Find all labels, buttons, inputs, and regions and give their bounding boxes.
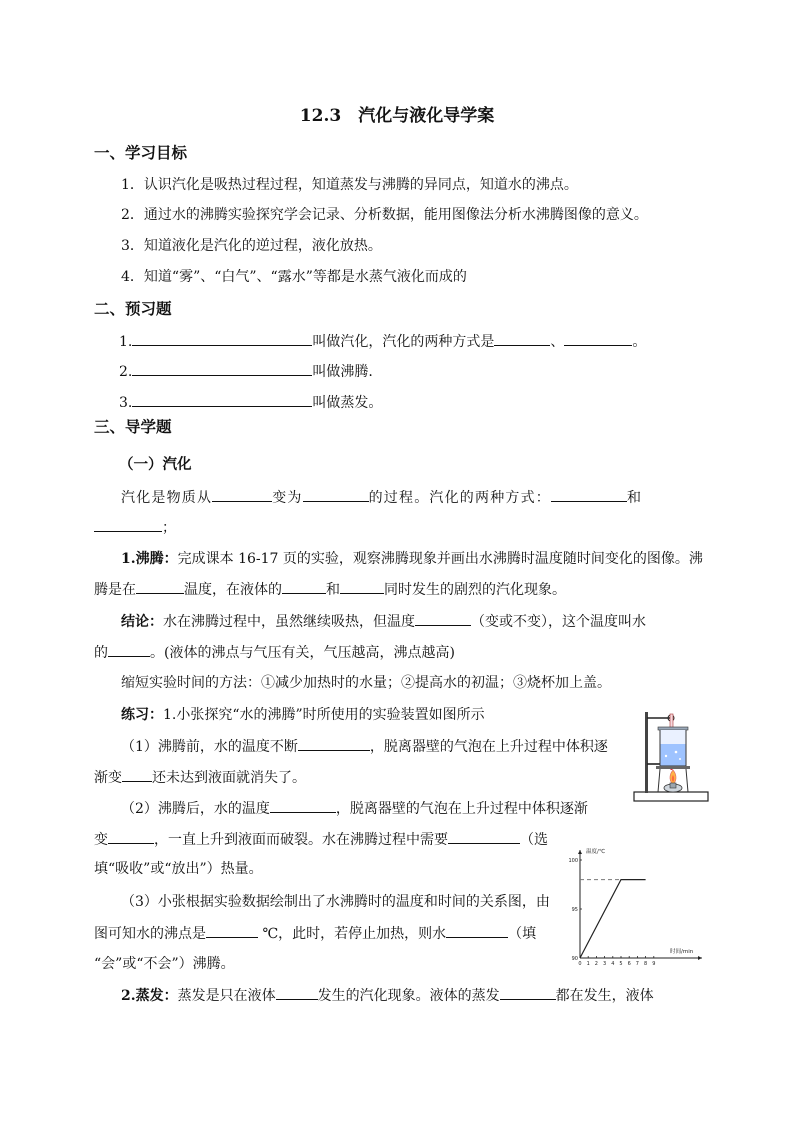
answer-blank[interactable] — [303, 488, 369, 502]
exercise-part-2 — [121, 799, 588, 818]
answer-blank[interactable] — [122, 768, 152, 782]
vaporization-line-2 — [94, 518, 176, 537]
boiling-label: 1.沸腾： — [121, 551, 178, 567]
preview-question-1 — [119, 332, 646, 351]
preview-question-2 — [119, 362, 373, 381]
exercise-part-3: （3）小张根据实验数据绘制出了水沸腾时的温度和时间的关系图，由 — [121, 894, 550, 910]
answer-blank[interactable] — [551, 488, 627, 502]
text: 变为 — [272, 490, 303, 506]
temperature-series-line — [580, 880, 646, 958]
method-line: 缩短实验时间的方法：①减少加热时的水量；②提高水的初温；③烧杯加上盖。 — [121, 675, 611, 691]
text: （2）沸腾后，水的温度 — [121, 801, 270, 817]
x-tick-label: 6 — [627, 961, 631, 967]
x-tick-label: 7 — [635, 961, 639, 967]
y-tick-label: 90 — [571, 956, 578, 962]
text: 同时发生的剧烈的汽化现象。 — [384, 582, 566, 598]
preview-question-3 — [119, 393, 382, 412]
text: 和 — [326, 582, 340, 598]
x-axis-arrow — [698, 956, 702, 960]
period: 。 — [632, 334, 647, 350]
answer-blank[interactable] — [564, 332, 632, 346]
text: ，脱离器壁的气泡在上升过程中体积逐 — [369, 739, 608, 755]
separator: 、 — [550, 334, 565, 350]
x-tick-label: 5 — [619, 961, 623, 967]
x-tick-label: 0 — [578, 961, 582, 967]
answer-blank[interactable] — [500, 986, 556, 1000]
answer-blank[interactable] — [494, 332, 550, 346]
exercise-part-2-cont — [94, 830, 548, 849]
text: 汽化是物质从 — [121, 490, 213, 506]
text: 的过程。汽化的两种方式： — [368, 490, 552, 506]
text: （变或不变），这个温度叫水 — [471, 614, 646, 630]
exercise-part-1 — [121, 737, 608, 756]
x-axis-label: 时间/min — [670, 949, 694, 955]
section-heading-objectives: 一、学习目标 — [94, 143, 188, 162]
exercise-part-3-end: “会”或“不会”）沸腾。 — [94, 956, 235, 972]
text: 蒸发是只在液体 — [177, 988, 276, 1004]
y-tick-label: 100 — [568, 858, 578, 864]
x-tick-label: 4 — [611, 961, 615, 967]
answer-blank[interactable] — [94, 518, 162, 532]
question-number: 1. — [119, 334, 133, 350]
answer-blank[interactable] — [108, 643, 150, 657]
answer-blank[interactable] — [136, 580, 184, 594]
text: （选 — [520, 832, 548, 848]
answer-blank[interactable] — [270, 799, 336, 813]
answer-blank[interactable] — [212, 488, 272, 502]
objective-item: 1．认识汽化是吸热过程过程，知道蒸发与沸腾的异同点，知道水的沸点。 — [121, 177, 578, 193]
text: 和 — [627, 490, 643, 506]
answer-blank[interactable] — [206, 924, 258, 938]
exercise-part-2-end: 填“吸收”或“放出”）热量。 — [94, 861, 263, 877]
question-text: 叫做沸腾. — [312, 364, 373, 380]
answer-blank[interactable] — [132, 362, 312, 376]
section-heading-preview: 二、预习题 — [94, 299, 172, 318]
conclusion-line-2 — [94, 643, 455, 662]
answer-blank[interactable] — [415, 612, 471, 626]
conclusion-label: 结论： — [121, 614, 163, 630]
subsection-heading-vaporization: （一）汽化 — [119, 456, 192, 473]
text: 1.小张探究“水的沸腾”时所使用的实验装置如图所示 — [163, 707, 485, 723]
objective-item: 4．知道“雾”、“白气”、“露水”等都是水蒸气液化而成的 — [121, 269, 467, 285]
section-heading-guide: 三、导学题 — [94, 417, 172, 436]
boiling-apparatus-illustration — [630, 704, 712, 806]
text: 完成课本 16-17 页的实验，观察沸腾现象并画出水沸腾时温度随时间变化的图像。沸 — [177, 551, 703, 567]
objective-item: 2．通过水的沸腾实验探究学会记录、分析数据，能用图像法分析水沸腾图像的意义。 — [121, 207, 648, 223]
x-tick-label: 8 — [644, 961, 648, 967]
temperature-time-chart — [560, 838, 710, 968]
answer-blank[interactable] — [108, 830, 154, 844]
objective-item: 3．知道液化是汽化的逆过程，液化放热。 — [121, 238, 382, 254]
page-title: 12.3 汽化与液化导学案 — [299, 106, 495, 126]
evaporation-line — [121, 986, 654, 1005]
exercise-label: 练习： — [121, 707, 163, 723]
exercise-part-3-cont — [94, 924, 536, 943]
y-axis-arrow — [578, 850, 582, 854]
text: ，一直上升到液面而破裂。水在沸腾过程中需要 — [154, 832, 448, 848]
evaporation-label: 2.蒸发： — [121, 988, 178, 1004]
text: 水在沸腾过程中，虽然继续吸热，但温度 — [163, 614, 415, 630]
y-tick-label: 95 — [571, 907, 578, 913]
question-text: 叫做汽化，汽化的两种方式是 — [312, 334, 495, 350]
text: 发生的汽化现象。液体的蒸发 — [317, 988, 500, 1004]
text: ℃，此时，若停止加热，则水 — [262, 926, 447, 942]
answer-blank[interactable] — [132, 332, 312, 346]
x-tick-label: 1 — [586, 961, 590, 967]
boiling-line-2 — [94, 580, 566, 599]
answer-blank[interactable] — [298, 737, 370, 751]
answer-blank[interactable] — [132, 393, 312, 407]
exercise-intro — [121, 706, 485, 724]
question-text: 叫做蒸发。 — [312, 395, 383, 411]
text: ，脱离器壁的气泡在上升过程中体积逐渐 — [335, 801, 588, 817]
text: 温度，在液体的 — [184, 582, 282, 598]
text: （填 — [508, 926, 537, 942]
y-axis-label: 温度/℃ — [586, 849, 606, 855]
question-number: 3. — [119, 395, 133, 411]
conclusion-line-1 — [121, 612, 646, 631]
text: 还未达到液面就消失了。 — [152, 770, 306, 786]
vaporization-line-1 — [121, 488, 642, 507]
text: 。(液体的沸点与气压有关，气压越高，沸点越高) — [150, 645, 455, 661]
exercise-part-1-cont — [94, 768, 306, 787]
text: 图可知水的沸点是 — [94, 926, 206, 942]
answer-blank[interactable] — [448, 830, 520, 844]
question-number: 2. — [119, 364, 133, 380]
text: 腾是在 — [94, 582, 136, 598]
text: 的 — [94, 645, 108, 661]
x-tick-label: 3 — [603, 961, 607, 967]
answer-blank[interactable] — [340, 580, 384, 594]
text: 都在发生，液体 — [555, 988, 654, 1004]
text: 渐变 — [94, 770, 122, 786]
boiling-line-1 — [121, 550, 703, 568]
text: （1）沸腾前，水的温度不断 — [121, 739, 298, 755]
x-tick-label: 9 — [652, 961, 656, 967]
x-tick-label: 2 — [594, 961, 598, 967]
text: ； — [162, 520, 176, 536]
answer-blank[interactable] — [282, 580, 326, 594]
text: 变 — [94, 832, 108, 848]
answer-blank[interactable] — [446, 924, 508, 938]
answer-blank[interactable] — [276, 986, 318, 1000]
